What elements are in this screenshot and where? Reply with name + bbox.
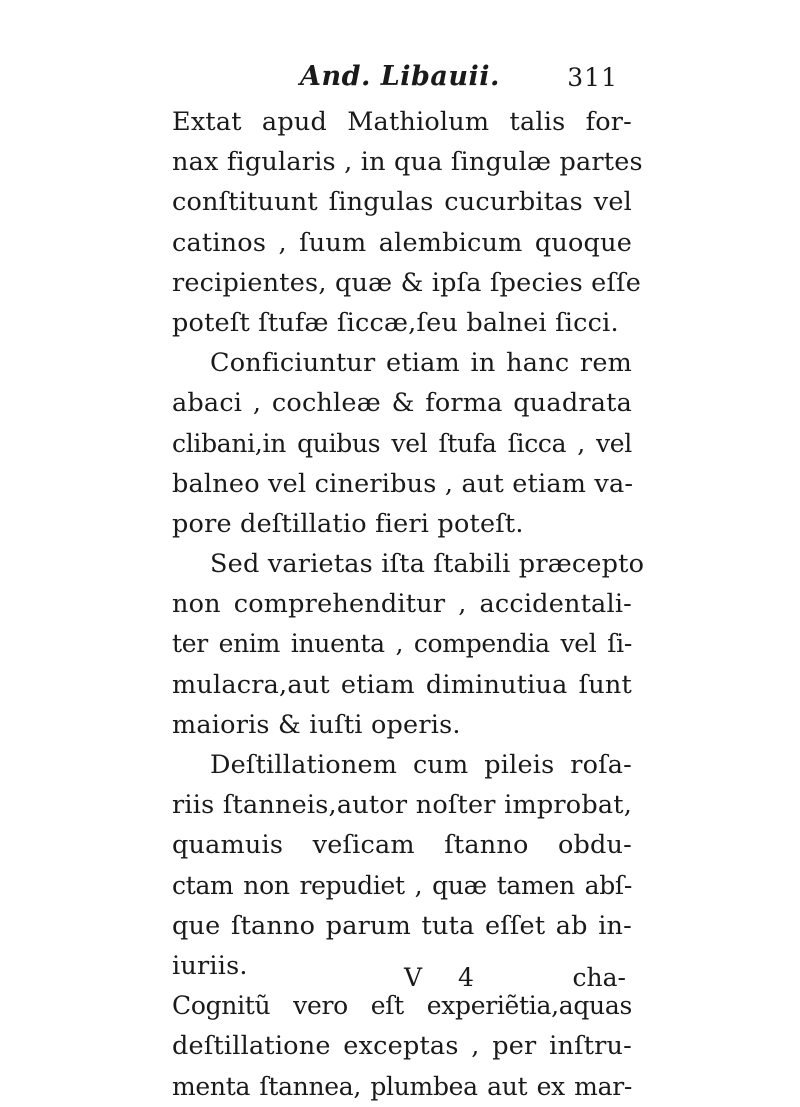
text-line: iuriis.	[172, 950, 248, 981]
text-line: conſtituunt ſingulas cucurbitas vel	[172, 187, 632, 218]
text-line: non comprehenditur , accidentali-	[172, 589, 632, 620]
text-line: Conficiuntur etiam in hanc rem	[210, 348, 632, 379]
text-line: balneo vel cineribus , aut etiam va-	[172, 468, 634, 499]
text-line: Cognitũ vero eſt experiẽtia,aquas	[172, 991, 632, 1021]
text-line: riis ſtanneis,autor noſter improbat,	[172, 790, 632, 821]
text-line: pore deſtillatio fieri poteſt.	[172, 508, 524, 539]
text-line: mulacra,aut etiam diminutiua ſunt	[172, 669, 632, 700]
text-line: ctam non repudiet , quæ tamen abſ-	[172, 870, 632, 900]
signature-mark: V 4	[404, 963, 488, 992]
text-line: poteſt ſtufæ ſiccæ,ſeu balnei ſicci.	[172, 307, 619, 338]
text-line: quamuis veſicam ſtanno obdu-	[172, 830, 632, 861]
text-line: maioris & iuſti operis.	[172, 709, 461, 740]
running-head	[180, 55, 630, 105]
text-line: catinos , ſuum alembicum quoque	[172, 227, 632, 258]
running-title: And. Libauii.	[300, 61, 500, 92]
text-line: Sed varietas iſta ſtabili præcepto	[210, 549, 645, 580]
page-footer	[172, 963, 632, 1003]
text-block	[172, 102, 645, 1107]
page-number: 311	[567, 63, 618, 92]
text-line: ter enim inuenta , compendia vel ſi-	[172, 629, 632, 659]
text-line: deſtillatione exceptas , per inſtru-	[172, 1031, 632, 1062]
text-line: Extat apud Mathiolum talis for-	[172, 107, 632, 137]
text-line: abaci , cochleæ & forma quadrata	[172, 388, 632, 419]
text-line: nax figularis , in qua ſingulæ partes	[172, 147, 643, 178]
catchword: cha-	[572, 963, 626, 992]
text-line: recipientes, quæ & ipſa ſpecies eſſe	[172, 267, 642, 298]
text-line: clibani,in quibus vel ſtufa ſicca , vel	[172, 428, 632, 458]
text-line: que ſtanno parum tuta eſſet ab in-	[172, 910, 632, 941]
text-line: menta ſtannea, plumbea aut ex mar-	[172, 1071, 632, 1101]
text-line: Deſtillationem cum pileis roſa-	[210, 750, 632, 780]
